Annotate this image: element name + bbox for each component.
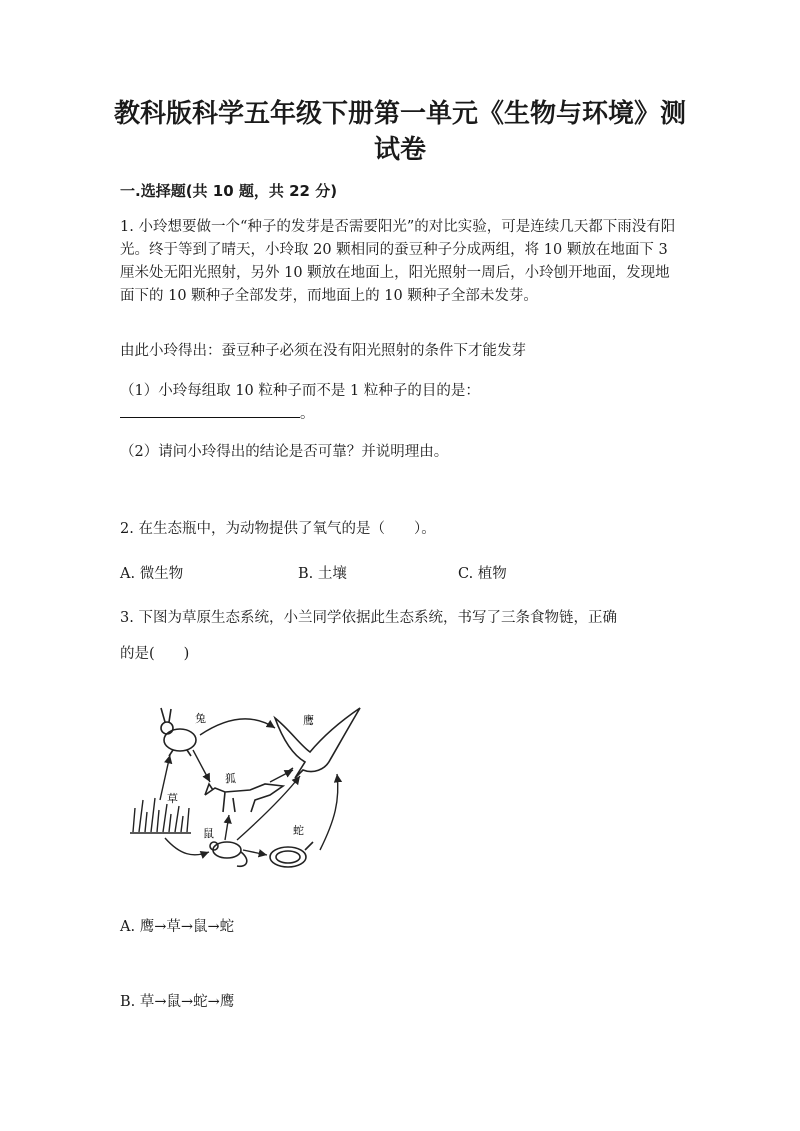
question-1-sub-2: （2）请问小玲得出的结论是否可靠？并说明理由。 (120, 444, 449, 460)
mouse-drawing (210, 842, 247, 866)
question-2-option-b[interactable]: B. 土壤 (298, 566, 347, 582)
question-3-text-line-1: 3. 下图为草原生态系统，小兰同学依据此生态系统，书写了三条食物链，正确 (120, 610, 617, 626)
question-1-sub-1 (120, 380, 680, 426)
question-2-option-a[interactable]: A. 微生物 (120, 566, 184, 582)
arrow-fox-eagle (270, 770, 293, 782)
question-2-text: 2. 在生态瓶中，为动物提供了氧气的是（ ）。 (120, 521, 436, 537)
food-web-diagram (125, 700, 375, 885)
arrow-mouse-snake (243, 850, 267, 855)
grass-drawing (130, 798, 191, 833)
title-line-1: 教科版科学五年级下册第一单元《生物与环境》测 (113, 99, 686, 129)
section-heading: 一.选择题(共 10 题，共 22 分) (120, 182, 338, 200)
question-1-sub-1-text: （1）小玲每组取 10 粒种子而不是 1 粒种子的目的是： (120, 383, 480, 399)
eagle-drawing (275, 708, 360, 778)
question-3-text (120, 600, 680, 672)
title-line-2: 试卷 (373, 135, 426, 165)
arrow-rabbit-eagle (200, 719, 275, 735)
arrow-mouse-fox (225, 815, 229, 840)
eagle-label: 鹰 (303, 714, 314, 727)
answer-blank[interactable] (120, 403, 300, 418)
question-1-conclusion: 由此小玲得出：蚕豆种子必须在没有阳光照射的条件下才能发芽 (120, 343, 526, 359)
grass-label: 草 (167, 792, 178, 805)
question-1-text: 1. 小玲想要做一个“种子的发芽是否需要阳光”的对比实验，可是连续几天都下雨没有阳光。终于等到了晴天，小玲取 20 颗相同的蚕豆种子分成两组，将 10 颗放在地面下 3 厘米处无阳光照射，另外 10 颗放在地面上，阳光照射一周后，小玲刨开地面，发现地面下的 10 颗种子全部发芽，而地面上的 10 颗种子全部未发芽。 (120, 219, 676, 304)
arrow-mouse-eagle (237, 776, 300, 840)
question-3-text-line-2: 的是( ) (120, 646, 190, 662)
arrow-snake-eagle (320, 774, 338, 850)
food-web-arrows (160, 719, 338, 855)
question-1-sub-1-end: 。 (300, 406, 315, 422)
question-3-option-a[interactable]: A. 鹰→草→鼠→蛇 (120, 919, 235, 935)
arrow-grass-mouse (165, 838, 209, 855)
page-title (110, 96, 690, 168)
fox-label: 狐 (225, 772, 236, 785)
question-3-option-b[interactable]: B. 草→鼠→蛇→鹰 (120, 994, 235, 1010)
snake-drawing (270, 842, 313, 867)
question-2-option-c[interactable]: C. 植物 (458, 566, 507, 582)
mouse-label: 鼠 (203, 827, 214, 840)
snake-label: 蛇 (293, 824, 304, 837)
rabbit-label: 兔 (195, 712, 206, 725)
rabbit-drawing (161, 708, 196, 756)
arrow-rabbit-fox (193, 750, 210, 782)
